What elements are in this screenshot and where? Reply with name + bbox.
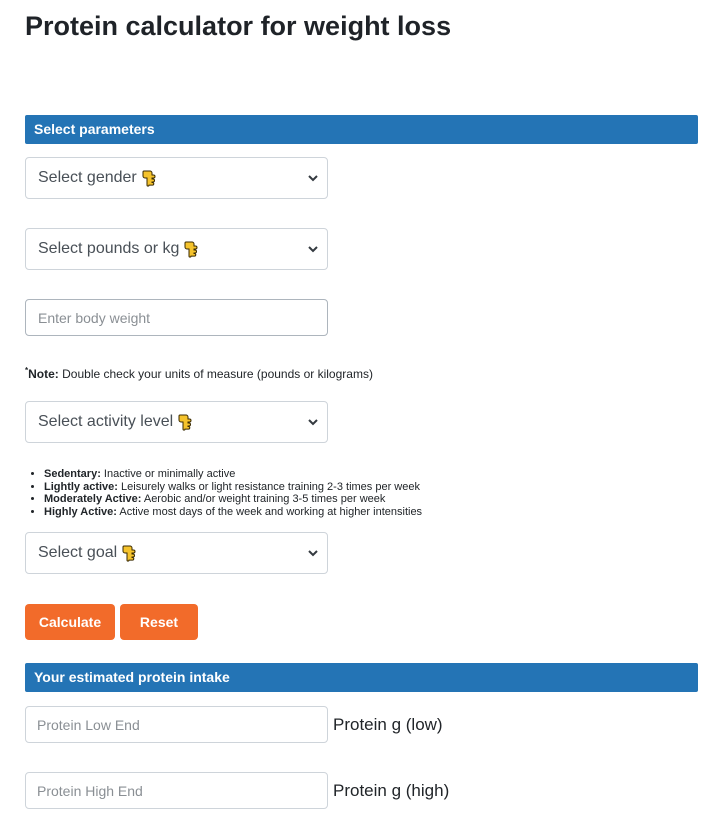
pointing-down-hand-icon: [142, 169, 156, 187]
gender-select-value: Select gender: [38, 169, 137, 186]
note-marker: *: [25, 366, 29, 375]
chevron-down-icon: [307, 171, 319, 183]
chevron-down-icon: [307, 242, 319, 254]
units-note: [25, 366, 373, 381]
goal-select[interactable]: [25, 532, 328, 574]
protein-low-label: Protein g (low): [333, 715, 443, 734]
note-label: Note:: [28, 367, 59, 381]
protein-high-input[interactable]: [25, 772, 328, 809]
list-item: • Lightly active: Leisurely walks or light resistance training 2-3 times per week: [44, 481, 422, 494]
gender-select[interactable]: [25, 157, 328, 199]
list-item: • Sedentary: Inactive or minimally active: [44, 468, 422, 481]
calculate-button[interactable]: Calculate: [25, 604, 115, 640]
pointing-down-hand-icon: [122, 544, 136, 562]
body-weight-input[interactable]: [25, 299, 328, 336]
body-weight-placeholder: Enter body weight: [38, 309, 151, 326]
chevron-down-icon: [307, 546, 319, 558]
note-text: Double check your units of measure (pounds or kilograms): [58, 367, 373, 381]
activity-select-value: Select activity level: [38, 413, 174, 430]
reset-button[interactable]: Reset: [120, 604, 198, 640]
activity-level-select[interactable]: [25, 401, 328, 443]
chevron-down-icon: [307, 415, 319, 427]
pointing-down-hand-icon: [184, 240, 198, 258]
units-select-value: Select pounds or kg: [38, 240, 180, 257]
units-select[interactable]: [25, 228, 328, 270]
activity-level-list: [25, 468, 422, 518]
protein-low-placeholder: Protein Low End: [37, 716, 140, 733]
page-title: Protein calculator for weight loss: [25, 11, 452, 41]
protein-high-placeholder: Protein High End: [37, 782, 143, 799]
protein-intake-header: Your estimated protein intake: [25, 663, 698, 692]
goal-select-value: Select goal: [38, 544, 118, 561]
protein-high-label: Protein g (high): [333, 781, 450, 800]
pointing-down-hand-icon: [178, 413, 192, 431]
list-item: • Moderately Active: Aerobic and/or weight training 3-5 times per week: [44, 493, 422, 506]
protein-low-input[interactable]: [25, 706, 328, 743]
list-item: • Highly Active: Active most days of the week and working at higher intensities: [44, 506, 422, 519]
select-parameters-header: Select parameters: [25, 115, 698, 144]
